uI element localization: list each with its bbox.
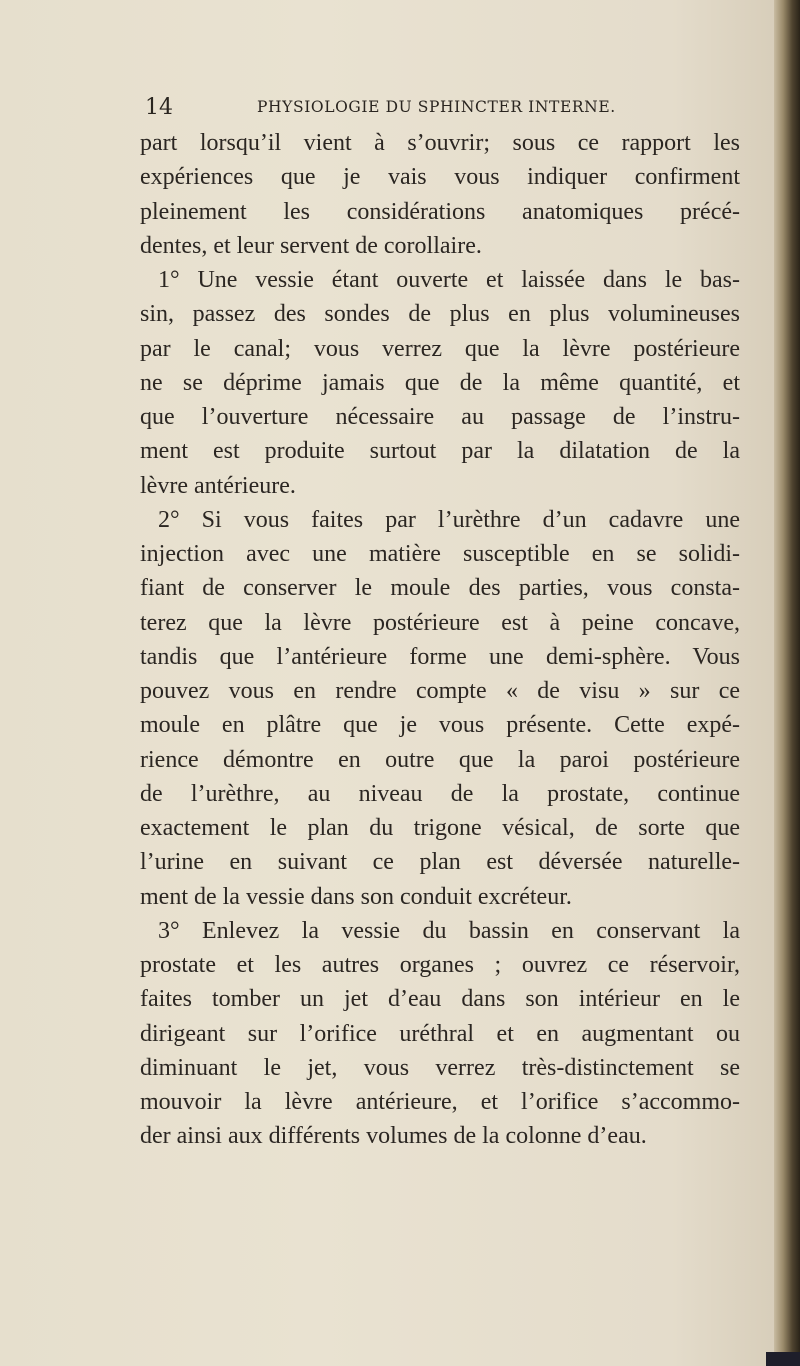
text-line: faites tomber un jet d’eau dans son intérieur en le xyxy=(140,986,740,1013)
text-line: ment est produite surtout par la dilatation de la xyxy=(140,438,740,465)
book-edge xyxy=(766,1352,800,1366)
text-line: diminuant le jet, vous verrez très-distinctement se xyxy=(140,1054,740,1081)
text-line: que l’ouverture nécessaire au passage de l’instru- xyxy=(140,404,740,430)
text-line: expériences que je vais vous indiquer confirment xyxy=(140,164,740,191)
text-line: 1° Une vessie étant ouverte et laissée dans le bas- xyxy=(158,267,740,293)
body-text xyxy=(140,126,740,1154)
text-line: fiant de conserver le moule des parties, vous consta- xyxy=(140,575,740,602)
text-line: mouvoir la lèvre antérieure, et l’orifice s’accommo- xyxy=(140,1089,740,1115)
text-line: dentes, et leur servent de corollaire. xyxy=(140,232,482,259)
text-line: de l’urèthre, au niveau de la prostate, continue xyxy=(140,780,740,807)
text-line: exactement le plan du trigone vésical, de sorte que xyxy=(140,815,740,841)
text-line: sin, passez des sondes de plus en plus volumineuses xyxy=(140,301,740,328)
text-line: dirigeant sur l’orifice uréthral et en augmentant ou xyxy=(140,1020,740,1047)
running-header xyxy=(145,95,745,123)
text-line: rience démontre en outre que la paroi postérieure xyxy=(140,746,740,773)
page-number: 14 xyxy=(145,95,173,120)
text-line: par le canal; vous verrez que la lèvre postérieure xyxy=(140,335,740,362)
book-spine-shadow xyxy=(774,0,800,1366)
text-line: prostate et les autres organes ; ouvrez ce réservoir, xyxy=(140,952,740,978)
text-line: ne se déprime jamais que de la même quantité, et xyxy=(140,369,740,396)
text-line: 3° Enlevez la vessie du bassin en conservant la xyxy=(158,917,740,944)
text-line: injection avec une matière susceptible en se solidi- xyxy=(140,541,740,567)
running-header-title: PHYSIOLOGIE DU SPHINCTER INTERNE. xyxy=(257,98,616,116)
text-line: lèvre antérieure. xyxy=(140,472,296,499)
text-line: pleinement les considérations anatomiques précé- xyxy=(140,198,740,225)
text-line: l’urine en suivant ce plan est déversée naturelle- xyxy=(140,849,740,876)
text-line: terez que la lèvre postérieure est à peine concave, xyxy=(140,609,740,636)
text-line: pouvez vous en rendre compte « de visu » sur ce xyxy=(140,678,740,704)
text-line: der ainsi aux différents volumes de la colonne d’eau. xyxy=(140,1123,647,1150)
text-line: part lorsqu’il vient à s’ouvrir; sous ce rapport les xyxy=(140,130,740,156)
text-line: tandis que l’antérieure forme une demi-sphère. Vous xyxy=(140,643,740,670)
text-line: ment de la vessie dans son conduit excréteur. xyxy=(140,883,572,910)
text-line: moule en plâtre que je vous présente. Cette expé- xyxy=(140,712,740,739)
text-line: 2° Si vous faites par l’urèthre d’un cadavre une xyxy=(158,506,740,533)
